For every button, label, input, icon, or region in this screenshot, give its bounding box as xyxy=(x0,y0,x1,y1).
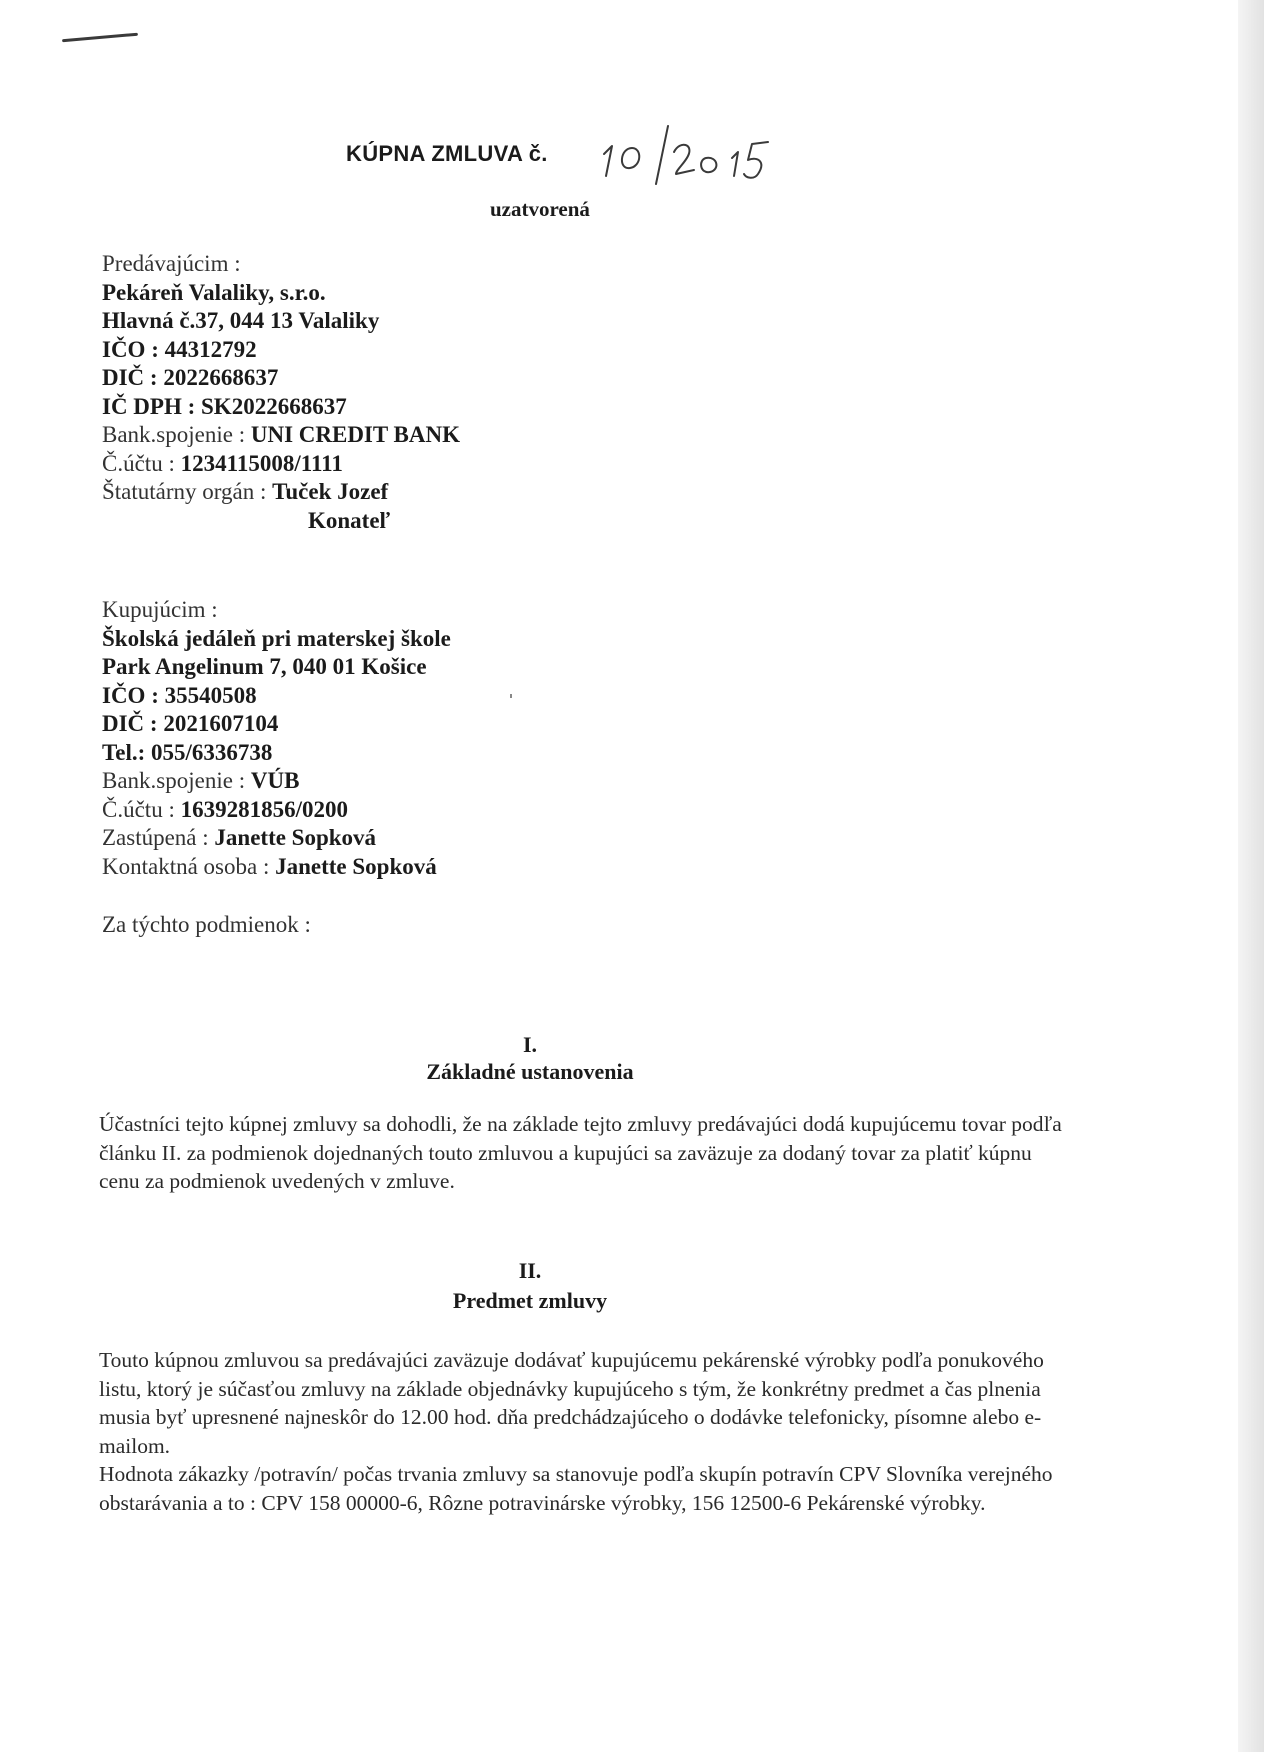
seller-statutory-row xyxy=(102,478,460,507)
section-1-line: cenu za podmienok uvedených v zmluve. xyxy=(99,1169,455,1193)
section-1-line: Účastníci tejto kúpnej zmluvy sa dohodli, že na základe tejto zmluvy predávajúci dodá kupujúcemu tovar podľa xyxy=(99,1112,1062,1136)
seller-address: Hlavná č.37, 044 13 Valaliky xyxy=(102,308,380,333)
seller-statutory-role: Konateľ xyxy=(308,507,391,533)
buyer-bank-row xyxy=(102,767,451,796)
section-1-line: článku II. za podmienok dojednaných touto zmluvou a kupujúci sa zaväzuje za dodaný tovar za platiť kúpnu xyxy=(99,1140,1032,1165)
section-1-title: Základné ustanovenia xyxy=(426,1059,634,1084)
section-2-number: II. xyxy=(518,1258,542,1283)
seller-account-row xyxy=(102,450,460,479)
seller-bank-value: UNI CREDIT BANK xyxy=(250,422,461,447)
seller-ico: IČO : 44312792 xyxy=(102,336,257,362)
seller-block xyxy=(102,250,460,535)
section-2-line: Touto kúpnou zmluvou sa predávajúci zaväzuje dodávať kupujúcemu pekárenské výrobky podľa ponukového xyxy=(99,1348,1044,1372)
section-2-line: Hodnota zákazky /potravín/ počas trvania zmluvy sa stanovuje podľa skupín potravín CPV Slovníka verejného xyxy=(99,1462,1053,1486)
pen-mark xyxy=(62,33,138,43)
seller-name: Pekáreň Valaliky, s.r.o. xyxy=(102,279,326,305)
buyer-bank-value: VÚB xyxy=(250,768,300,793)
seller-statutory-label: Štatutárny orgán : xyxy=(102,479,267,504)
buyer-name: Školská jedáleň pri materskej škole xyxy=(102,625,451,651)
handwritten-contract-number xyxy=(598,118,818,188)
seller-bank-label: Bank.spojenie : xyxy=(102,422,246,447)
seller-role-label: Predávajúcim : xyxy=(102,251,241,276)
buyer-bank-label: Bank.spojenie : xyxy=(102,768,246,793)
scan-edge xyxy=(1238,0,1264,1752)
conditions-intro: Za týchto podmienok : xyxy=(102,912,311,937)
seller-ic-dph: IČ DPH : SK2022668637 xyxy=(102,393,347,419)
buyer-ico: IČO : 35540508 xyxy=(102,682,257,708)
seller-statutory-value: Tuček Jozef xyxy=(272,479,389,504)
section-2-title: Predmet zmluvy xyxy=(452,1288,608,1313)
seller-account-label: Č.účtu : xyxy=(102,450,175,476)
buyer-account-value: 1639281856/0200 xyxy=(180,796,348,822)
section-2-line: listu, ktorý je súčasťou zmluvy na základe objednávky kupujúceho s tým, že konkrétny predmet a čas plnenia xyxy=(99,1376,1041,1401)
buyer-represented-row xyxy=(102,824,451,853)
buyer-block xyxy=(102,596,451,881)
buyer-contact-label: Kontaktná osoba : xyxy=(102,853,270,879)
buyer-address: Park Angelinum 7, 040 01 Košice xyxy=(102,654,427,679)
section-1-text xyxy=(99,1110,1229,1196)
buyer-account-label: Č.účtu : xyxy=(102,796,175,822)
section-1-number: I. xyxy=(522,1032,538,1057)
buyer-account-row xyxy=(102,796,451,825)
contract-subtitle: uzatvorená xyxy=(490,197,590,221)
contract-title: KÚPNA ZMLUVA č. xyxy=(346,141,548,166)
section-2-line: musia byť upresnené najneskôr do 12.00 hod. dňa predchádzajúceho o dodávke telefonicky, písomne alebo e- xyxy=(99,1405,1042,1429)
buyer-represented-value: Janette Sopková xyxy=(214,825,377,850)
buyer-tel: Tel.: 055/6336738 xyxy=(102,739,273,765)
seller-dic: DIČ : 2022668637 xyxy=(102,365,279,390)
section-2-text xyxy=(99,1346,1229,1517)
scan-speck xyxy=(510,694,512,698)
buyer-role-label: Kupujúcim : xyxy=(102,597,218,622)
buyer-dic: DIČ : 2021607104 xyxy=(102,711,279,736)
buyer-represented-label: Zastúpená : xyxy=(102,825,209,850)
section-2-line: obstarávania a to : CPV 158 00000-6, Rôzne potravinárske výrobky, 156 12500-6 Pekárenské výrobky. xyxy=(99,1490,986,1515)
buyer-contact-row xyxy=(102,853,451,882)
section-2-line: mailom. xyxy=(99,1433,171,1458)
seller-bank-row xyxy=(102,421,460,450)
seller-account-value: 1234115008/1111 xyxy=(180,450,343,476)
buyer-contact-value: Janette Sopková xyxy=(275,853,437,879)
